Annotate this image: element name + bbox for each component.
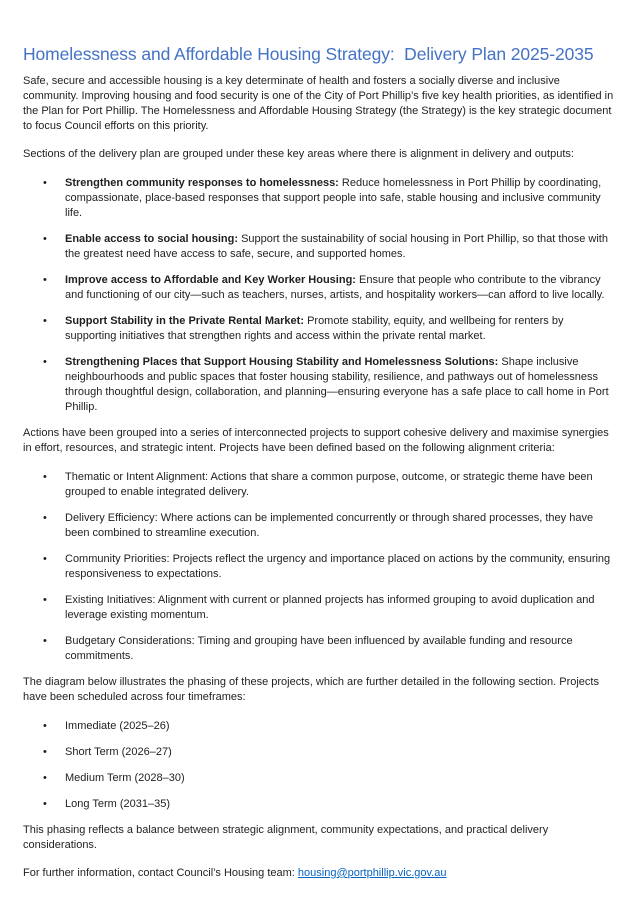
diagram-lead-paragraph: The diagram below illustrates the phasing of these projects, which are further detailed in the following section. Projects have been scheduled across four timeframes:	[23, 675, 599, 703]
key-area-item	[23, 273, 615, 303]
criteria-item: • Existing Initiatives: Alignment with current or planned projects has informed grouping to avoid duplication and leverage existing momentum.	[23, 593, 615, 623]
criteria-item: • Community Priorities: Projects reflect the urgency and importance placed on actions by the community, ensuring responsiveness to expectations.	[23, 552, 615, 582]
timeframe-item: • Short Term (2026–27)	[23, 745, 615, 760]
key-area-text: Shape inclusive neighbourhoods and public spaces that foster housing stability, resilience, and pathways out of homelessness through thoughtful design, collaboration, and planning—ensuring everyone has a safe place to call home in Port Phillip.	[65, 355, 609, 413]
actions-lead-paragraph: Actions have been grouped into a series of interconnected projects to support cohesive delivery and maximise synergies in effort, resources, and strategic intent. Projects have been defined based on the following alignment criteria:	[23, 426, 609, 454]
key-area-label: Support Stability in the Private Rental Market:	[65, 314, 304, 327]
criteria-item: • Thematic or Intent Alignment: Actions that share a common purpose, outcome, or strategic theme have been grouped to enable integrated delivery.	[23, 470, 615, 500]
criteria-item: • Delivery Efficiency: Where actions can be implemented concurrently or through shared processes, they have been combined to streamline execution.	[23, 511, 615, 541]
criteria-item: • Budgetary Considerations: Timing and grouping have been influenced by available funding and resource commitments.	[23, 634, 615, 664]
sections-lead-paragraph: Sections of the delivery plan are grouped under these key areas where there is alignment in delivery and outputs:	[23, 147, 574, 160]
key-area-text: Promote stability, equity, and wellbeing for renters by supporting initiatives that strengthen rights and access within the private rental market.	[65, 314, 564, 342]
key-area-item	[23, 232, 615, 262]
contact-lead-text: For further information, contact Council’s Housing team:	[23, 866, 298, 879]
intro-paragraph: Safe, secure and accessible housing is a key determinate of health and fosters a socially diverse and inclusive community. Improving housing and food security is one of the City of Port Phillip’s five key health priorities, as identified in the Plan for Port Phillip. The Homelessness and Affordable Housing Strategy (the Strategy) is the key strategic document to focus Council efforts on this priority.	[23, 74, 614, 132]
timeframe-item: • Immediate (2025–26)	[23, 719, 615, 734]
timeframe-item: • Medium Term (2028–30)	[23, 771, 615, 786]
key-area-item	[23, 176, 615, 221]
page-title: Homelessness and Affordable Housing Strategy: Delivery Plan 2025-2035	[23, 44, 594, 64]
key-area-text: Support the sustainability of social housing in Port Phillip, so that those with the greatest need have access to safe, secure, and supported homes.	[65, 232, 608, 260]
timeframes-list	[23, 719, 615, 812]
contact-paragraph	[23, 866, 615, 881]
criteria-list	[23, 470, 615, 664]
key-area-text: Ensure that people who contribute to the vibrancy and functioning of our city—such as teachers, nurses, artists, and hospitality workers—can afford to live locally.	[65, 273, 605, 301]
timeframe-item: • Long Term (2031–35)	[23, 797, 615, 812]
key-area-label: Strengthen community responses to homelessness:	[65, 176, 339, 189]
key-areas-list	[23, 176, 615, 415]
key-area-label: Improve access to Affordable and Key Worker Housing:	[65, 273, 356, 286]
key-area-label: Strengthening Places that Support Housing Stability and Homelessness Solutions:	[65, 355, 499, 368]
key-area-item	[23, 355, 615, 415]
key-area-item	[23, 314, 615, 344]
email-link[interactable]: housing@portphillip.vic.gov.au	[297, 866, 447, 879]
phasing-note-paragraph: This phasing reflects a balance between strategic alignment, community expectations, and practical delivery considerations.	[23, 823, 549, 851]
key-area-text: Reduce homelessness in Port Phillip by coordinating, compassionate, place-based responses that support people into safe, stable housing and inclusive community life.	[65, 176, 602, 219]
key-area-label: Enable access to social housing:	[65, 232, 238, 245]
